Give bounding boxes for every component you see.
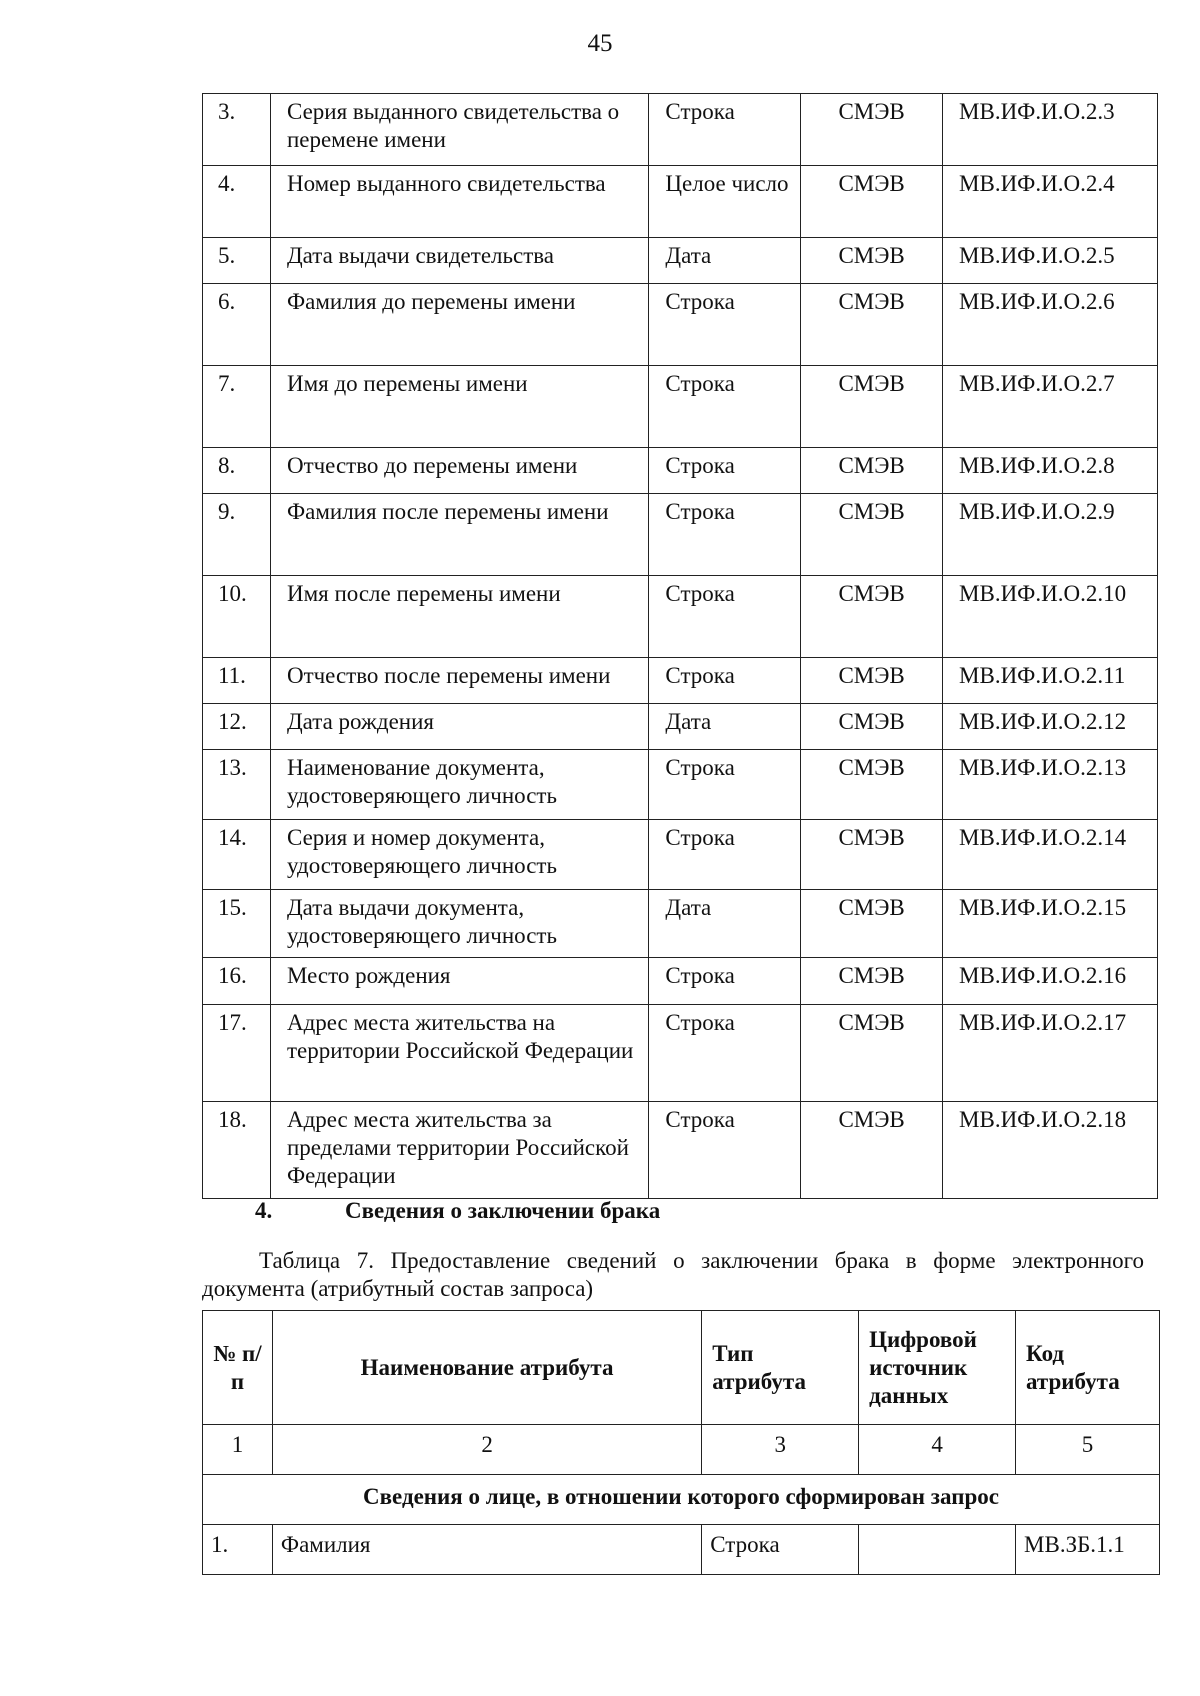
marriage-request-attributes-table [202,1310,1160,1575]
data-source: СМЭВ [801,750,943,820]
column-number: 4 [859,1425,1016,1475]
data-source: СМЭВ [801,958,943,1005]
table-row [203,166,1158,238]
data-source: СМЭВ [801,890,943,958]
attribute-code: МВ.ИФ.И.О.2.11 [943,658,1158,704]
attribute-code: МВ.ИФ.И.О.2.18 [943,1102,1158,1199]
header-type: Тип атрибута [702,1311,859,1425]
attribute-code: МВ.ИФ.И.О.2.17 [943,1005,1158,1102]
attributes-table-continued [202,93,1158,1199]
table-row [203,238,1158,284]
row-number: 7. [203,366,271,448]
attribute-name: Отчество после перемены имени [270,658,648,704]
attribute-type: Строка [649,1005,801,1102]
data-source: СМЭВ [801,658,943,704]
attribute-type: Строка [649,448,801,494]
row-number: 16. [203,958,271,1005]
attribute-code: МВ.ИФ.И.О.2.8 [943,448,1158,494]
data-source [859,1525,1016,1575]
row-number: 11. [203,658,271,704]
row-number: 15. [203,890,271,958]
header-code: Код атрибута [1016,1311,1160,1425]
attribute-type: Строка [649,366,801,448]
header-name: Наименование атрибута [272,1311,701,1425]
attribute-name: Место рождения [270,958,648,1005]
attribute-type: Строка [649,94,801,166]
header-num: № п/п [203,1311,273,1425]
table-row [203,958,1158,1005]
attribute-code: МВ.ИФ.И.О.2.14 [943,820,1158,890]
attribute-name: Адрес места жительства за пределами территории Российской Федерации [270,1102,648,1199]
attribute-type: Строка [649,958,801,1005]
attribute-type: Целое число [649,166,801,238]
row-number: 17. [203,1005,271,1102]
attribute-code: МВ.ИФ.И.О.2.6 [943,284,1158,366]
table-row [203,750,1158,820]
header-source: Цифровой источник данных [859,1311,1016,1425]
table-row [203,1525,1160,1575]
table-row [203,1102,1158,1199]
data-source: СМЭВ [801,576,943,658]
attribute-type: Строка [649,494,801,576]
column-number-row [203,1425,1160,1475]
attribute-type: Строка [649,750,801,820]
table-row [203,820,1158,890]
row-number: 3. [203,94,271,166]
row-number: 18. [203,1102,271,1199]
table-row [203,366,1158,448]
attribute-code: МВ.ИФ.И.О.2.9 [943,494,1158,576]
attribute-type: Дата [649,890,801,958]
attribute-name: Отчество до перемены имени [270,448,648,494]
row-number: 10. [203,576,271,658]
section-row-label: Сведения о лице, в отношении которого сформирован запрос [203,1475,1160,1525]
attribute-name: Дата рождения [270,704,648,750]
attribute-code: МВ.ИФ.И.О.2.16 [943,958,1158,1005]
page-number: 45 [587,30,613,57]
attribute-name: Дата выдачи свидетельства [270,238,648,284]
table-row [203,494,1158,576]
attribute-name: Адрес места жительства на территории Российской Федерации [270,1005,648,1102]
attribute-code: МВ.ИФ.И.О.2.13 [943,750,1158,820]
attribute-name: Серия и номер документа, удостоверяющего личность [270,820,648,890]
attribute-type: Дата [649,704,801,750]
attribute-name: Дата выдачи документа, удостоверяющего личность [270,890,648,958]
attribute-type: Строка [649,658,801,704]
attribute-code: МВ.ИФ.И.О.2.15 [943,890,1158,958]
data-source: СМЭВ [801,238,943,284]
attribute-type: Строка [702,1525,859,1575]
section-title: Сведения о заключении брака [345,1198,661,1223]
data-source: СМЭВ [801,94,943,166]
row-number: 1. [203,1525,273,1575]
table-row [203,1005,1158,1102]
data-source: СМЭВ [801,1102,943,1199]
attribute-type: Строка [649,1102,801,1199]
row-number: 5. [203,238,271,284]
table-row [203,890,1158,958]
data-source: СМЭВ [801,366,943,448]
caption-line-2: документа (атрибутный состав запроса) [202,1276,594,1301]
section-row [203,1475,1160,1525]
data-source: СМЭВ [801,448,943,494]
table-row [203,704,1158,750]
attribute-type: Строка [649,284,801,366]
attribute-name: Имя до перемены имени [270,366,648,448]
row-number: 4. [203,166,271,238]
attribute-code: МВ.ИФ.И.О.2.7 [943,366,1158,448]
attribute-code: МВ.ИФ.И.О.2.4 [943,166,1158,238]
column-number: 1 [203,1425,273,1475]
data-source: СМЭВ [801,166,943,238]
attribute-name: Имя после перемены имени [270,576,648,658]
attribute-name: Фамилия после перемены имени [270,494,648,576]
attribute-name: Наименование документа, удостоверяющего личность [270,750,648,820]
table-row [203,448,1158,494]
column-number: 3 [702,1425,859,1475]
attribute-code: МВ.ИФ.И.О.2.5 [943,238,1158,284]
row-number: 12. [203,704,271,750]
header-row [203,1311,1160,1425]
data-source: СМЭВ [801,704,943,750]
data-source: СМЭВ [801,494,943,576]
attribute-name: Номер выданного свидетельства [270,166,648,238]
table-row [203,658,1158,704]
attribute-name: Фамилия [272,1525,701,1575]
section-heading [255,1198,660,1224]
data-source: СМЭВ [801,284,943,366]
row-number: 13. [203,750,271,820]
column-number: 5 [1016,1425,1160,1475]
data-source: СМЭВ [801,1005,943,1102]
attribute-name: Серия выданного свидетельства о перемене имени [270,94,648,166]
row-number: 14. [203,820,271,890]
attribute-code: МВ.ИФ.И.О.2.10 [943,576,1158,658]
column-number: 2 [272,1425,701,1475]
table-caption [202,1247,1144,1303]
table-row [203,94,1158,166]
row-number: 6. [203,284,271,366]
row-number: 9. [203,494,271,576]
data-source: СМЭВ [801,820,943,890]
attribute-code: МВ.ИФ.И.О.2.3 [943,94,1158,166]
attribute-name: Фамилия до перемены имени [270,284,648,366]
attribute-type: Строка [649,576,801,658]
attribute-code: МВ.ИФ.И.О.2.12 [943,704,1158,750]
section-number: 4. [255,1198,273,1223]
caption-line-1: Таблица 7. Предоставление сведений о заключении брака в форме электронного [259,1248,1144,1273]
table-row [203,284,1158,366]
attribute-type: Дата [649,238,801,284]
row-number: 8. [203,448,271,494]
attribute-code: МВ.ЗБ.1.1 [1016,1525,1160,1575]
attribute-type: Строка [649,820,801,890]
table-row [203,576,1158,658]
